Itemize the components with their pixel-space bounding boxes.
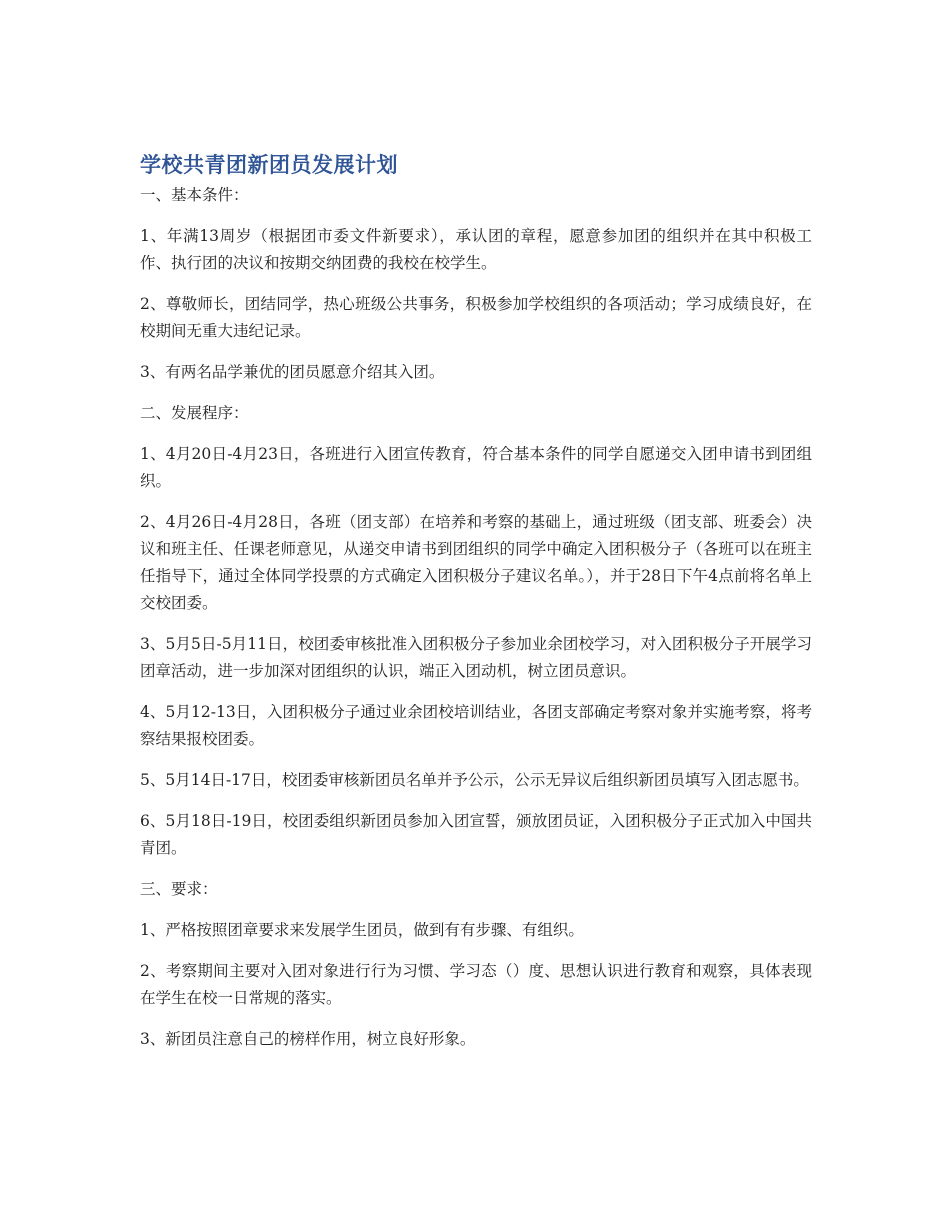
list-item: 2、尊敬师长，团结同学，热心班级公共事务，积极参加学校组织的各项活动；学习成绩良好，在校期间无重大违纪记录。 <box>140 295 812 340</box>
list-item: 3、有两名品学兼优的团员愿意介绍其入团。 <box>140 363 445 381</box>
document-page <box>140 148 812 1067</box>
section-basic-conditions <box>140 182 812 386</box>
list-item: 2、考察期间主要对入团对象进行行为习惯、学习态（）度、思想认识进行教育和观察，具体表现在学生在校一日常规的落实。 <box>140 962 812 1007</box>
section-heading: 二、发展程序： <box>140 404 249 422</box>
page-title: 学校共青团新团员发展计划 <box>140 153 398 177</box>
list-item: 3、5月5日-5月11日，校团委审核批准入团积极分子参加业余团校学习，对入团积极分子开展学习团章活动，进一步加深对团组织的认识，端正入团动机，树立团员意识。 <box>140 635 812 680</box>
list-item: 6、5月18日-19日，校团委组织新团员参加入团宣誓，颁放团员证，入团积极分子正式加入中国共青团。 <box>140 812 812 857</box>
list-item: 1、4月20日-4月23日，各班进行入团宣传教育，符合基本条件的同学自愿递交入团申请书到团组织。 <box>140 445 812 490</box>
list-item: 1、严格按照团章要求来发展学生团员，做到有有步骤、有组织。 <box>140 921 584 939</box>
list-item: 4、5月12-13日，入团积极分子通过业余团校培训结业，各团支部确定考察对象并实施考察，将考察结果报校团委。 <box>140 703 812 748</box>
section-requirements <box>140 876 812 1053</box>
section-development-procedure <box>140 400 812 862</box>
list-item: 5、5月14日-17日，校团委审核新团员名单并予公示，公示无异议后组织新团员填写入团志愿书。 <box>140 771 809 789</box>
list-item: 1、年满13周岁（根据团市委文件新要求），承认团的章程，愿意参加团的组织并在其中积极工作、执行团的决议和按期交纳团费的我校在校学生。 <box>140 227 812 272</box>
list-item: 3、新团员注意自己的榜样作用，树立良好形象。 <box>140 1030 476 1048</box>
list-item: 2、4月26日-4月28日，各班（团支部）在培养和考察的基础上，通过班级（团支部、班委会）决议和班主任、任课老师意见，从递交申请书到团组织的同学中确定入团积极分子（各班可以在班主任指导下，通过全体同学投票的方式确定入团积极分子建议名单。），并于28日下午4点前将名单上交校团委。 <box>140 513 812 612</box>
section-heading: 一、基本条件： <box>140 186 249 204</box>
section-heading: 三、要求： <box>140 880 218 898</box>
